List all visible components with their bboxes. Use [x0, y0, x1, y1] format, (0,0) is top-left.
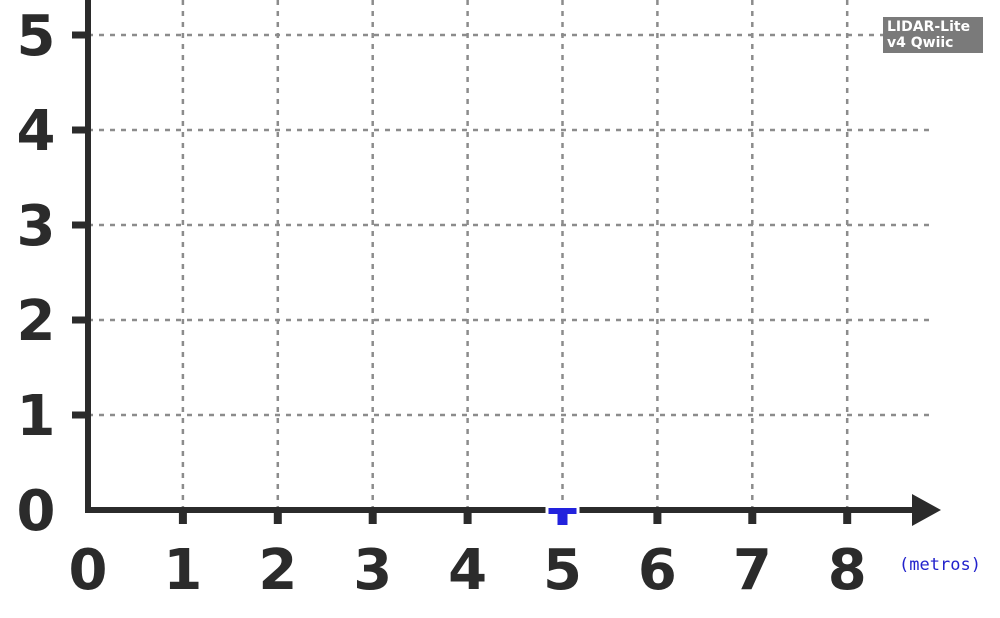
sensor-marker-stem — [558, 508, 568, 525]
x-tick-label-4: 4 — [448, 538, 488, 603]
x-tick-label-3: 3 — [353, 538, 393, 603]
y-tick-label-2: 2 — [16, 289, 56, 354]
x-tick-label-8: 8 — [827, 538, 867, 603]
y-tick-label-5: 5 — [16, 4, 56, 69]
x-tick-label-2: 2 — [258, 538, 298, 603]
y-tick-label-3: 3 — [16, 194, 56, 259]
x-axis-arrowhead — [912, 494, 941, 526]
y-tick-label-0: 0 — [16, 479, 56, 544]
x-axis-unit-label: (metros) — [899, 555, 981, 575]
x-tick-label-6: 6 — [637, 538, 677, 603]
tick-labels — [17, 4, 867, 603]
x-tick-label-1: 1 — [163, 538, 203, 603]
tick-marks — [72, 35, 847, 524]
device-badge-line1: LIDAR-Lite — [887, 19, 971, 35]
grid-lines — [88, 0, 935, 510]
sensor-marker — [546, 506, 580, 525]
x-tick-label-7: 7 — [732, 538, 772, 603]
y-tick-label-4: 4 — [16, 99, 56, 164]
sensor-markers — [546, 506, 580, 525]
x-tick-label-5: 5 — [543, 538, 582, 603]
axes — [85, 0, 941, 526]
x-tick-label-0: 0 — [68, 538, 108, 603]
y-tick-label-1: 1 — [16, 384, 56, 449]
device-badge — [883, 17, 983, 53]
device-badge-line2: v4 Qwiic — [887, 35, 954, 51]
